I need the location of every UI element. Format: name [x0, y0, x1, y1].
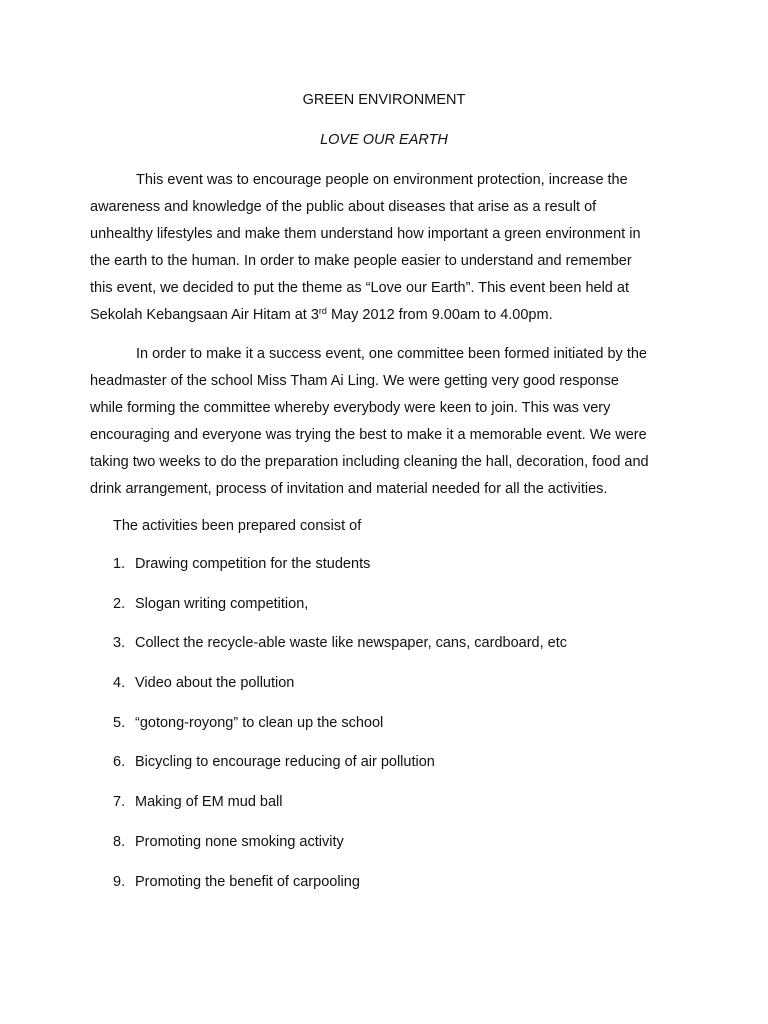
date-text-after: May 2012 from 9.00am to 4.00pm. — [326, 307, 553, 323]
date-text-before: Sekolah Kebangsaan Air Hitam at 3 — [90, 307, 319, 323]
paragraph-event-description — [90, 167, 690, 329]
list-item-number: 7. — [113, 794, 126, 811]
paragraph-line: encouraging and everyone was trying the best to make it a memorable event. We were — [90, 427, 647, 443]
paragraph-line: taking two weeks to do the preparation including cleaning the hall, decoration, food and — [90, 454, 649, 470]
list-item-number: 5. — [113, 714, 126, 731]
list-item-text: Promoting none smoking activity — [135, 833, 344, 850]
list-item-number: 6. — [113, 754, 126, 771]
paragraph-line: while forming the committee whereby everybody were keen to join. This was very — [90, 400, 611, 416]
paragraph-line-date — [90, 302, 690, 329]
list-item-text: “gotong-royong” to clean up the school — [135, 714, 384, 731]
paragraph-line: the earth to the human. In order to make people easier to understand and remember — [90, 253, 632, 269]
paragraph-line: unhealthy lifestyles and make them understand how important a green environment in — [90, 226, 641, 242]
list-item-text: Bicycling to encourage reducing of air pollution — [135, 754, 435, 771]
list-item-number: 9. — [113, 873, 126, 890]
paragraph-line: headmaster of the school Miss Tham Ai Ling. We were getting very good response — [90, 373, 619, 389]
list-item-text: Making of EM mud ball — [135, 794, 283, 811]
paragraph-line: this event, we decided to put the theme as “Love our Earth”. This event been held at — [90, 280, 629, 296]
list-item-text: Drawing competition for the students — [135, 556, 371, 572]
list-item-number: 3. — [113, 635, 126, 652]
paragraph-line: This event was to encourage people on environment protection, increase the — [136, 172, 628, 188]
document-subtitle: LOVE OUR EARTH — [320, 132, 448, 148]
list-item-number: 4. — [113, 675, 126, 692]
ordinal-suffix: rd — [318, 306, 327, 316]
paragraph-line: In order to make it a success event, one committee been formed initiated by the — [136, 346, 647, 362]
activities-intro: The activities been prepared consist of — [113, 518, 362, 534]
document-title: GREEN ENVIRONMENT — [302, 92, 466, 108]
paragraph-line: drink arrangement, process of invitation and material needed for all the activities. — [90, 481, 608, 497]
list-item-number: 2. — [113, 595, 126, 612]
list-item-number: 8. — [113, 833, 126, 850]
paragraph-line: awareness and knowledge of the public about diseases that arise as a result of — [90, 199, 597, 215]
list-item-text: Collect the recycle-able waste like newspaper, cans, cardboard, etc — [135, 635, 567, 652]
paragraph-committee — [90, 341, 690, 503]
list-item-text: Slogan writing competition, — [135, 595, 309, 612]
list-item-text: Promoting the benefit of carpooling — [135, 873, 360, 890]
list-item-text: Video about the pollution — [135, 675, 295, 692]
list-item-number: 1. — [113, 556, 126, 572]
